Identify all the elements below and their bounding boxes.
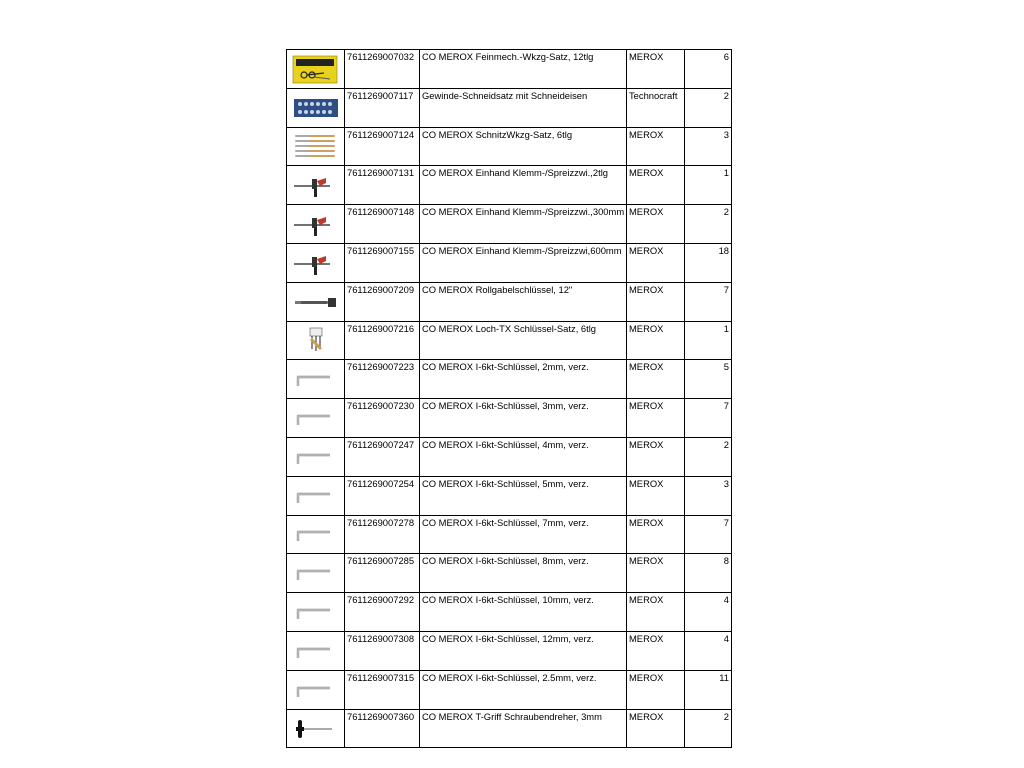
ean-cell: 7611269007308 — [345, 631, 420, 670]
precision-tool-set-icon — [290, 54, 342, 84]
description-cell: CO MEROX I-6kt-Schlüssel, 12mm, verz. — [420, 631, 627, 670]
description-cell: CO MEROX Einhand Klemm-/Spreizzwi.,300mm — [420, 205, 627, 244]
brand-cell: MEROX — [627, 243, 685, 282]
description-cell: CO MEROX Feinmech.-Wkzg-Satz, 12tlg — [420, 50, 627, 89]
brand-cell: MEROX — [627, 399, 685, 438]
table-row — [287, 127, 732, 166]
product-image-cell — [287, 437, 345, 476]
ean-cell: 7611269007216 — [345, 321, 420, 360]
description-cell: CO MEROX Einhand Klemm-/Spreizzwi.,2tlg — [420, 166, 627, 205]
quantity-cell: 4 — [685, 593, 732, 632]
brand-cell: MEROX — [627, 321, 685, 360]
quantity-cell: 1 — [685, 321, 732, 360]
quantity-cell: 1 — [685, 166, 732, 205]
table-row — [287, 321, 732, 360]
product-image-cell — [287, 205, 345, 244]
brand-cell: Technocraft — [627, 88, 685, 127]
ean-cell: 7611269007292 — [345, 593, 420, 632]
hex-key-icon — [290, 519, 342, 549]
table-row — [287, 476, 732, 515]
product-image-cell — [287, 127, 345, 166]
hex-key-icon — [290, 675, 342, 705]
table-row — [287, 243, 732, 282]
brand-cell: MEROX — [627, 670, 685, 709]
table-row — [287, 554, 732, 593]
hex-key-icon — [290, 403, 342, 433]
quantity-cell: 6 — [685, 50, 732, 89]
table-row — [287, 399, 732, 438]
adjustable-wrench-icon — [290, 287, 342, 317]
quantity-cell: 3 — [685, 476, 732, 515]
table-row — [287, 437, 732, 476]
table-row — [287, 166, 732, 205]
t-handle-screwdriver-icon — [290, 713, 342, 743]
ean-cell: 7611269007124 — [345, 127, 420, 166]
quantity-cell: 3 — [685, 127, 732, 166]
product-image-cell — [287, 360, 345, 399]
brand-cell: MEROX — [627, 554, 685, 593]
table-row — [287, 670, 732, 709]
inventory-table — [286, 49, 732, 748]
inventory-table-body — [287, 50, 732, 748]
quantity-cell: 7 — [685, 515, 732, 554]
brand-cell: MEROX — [627, 593, 685, 632]
product-image-cell — [287, 515, 345, 554]
table-row — [287, 88, 732, 127]
ean-cell: 7611269007131 — [345, 166, 420, 205]
hex-key-icon — [290, 636, 342, 666]
quantity-cell: 7 — [685, 399, 732, 438]
ean-cell: 7611269007117 — [345, 88, 420, 127]
table-row — [287, 50, 732, 89]
description-cell: CO MEROX SchnitzWkzg-Satz, 6tlg — [420, 127, 627, 166]
brand-cell: MEROX — [627, 437, 685, 476]
description-cell: CO MEROX I-6kt-Schlüssel, 5mm, verz. — [420, 476, 627, 515]
ean-cell: 7611269007230 — [345, 399, 420, 438]
ean-cell: 7611269007360 — [345, 709, 420, 748]
description-cell: CO MEROX I-6kt-Schlüssel, 10mm, verz. — [420, 593, 627, 632]
ean-cell: 7611269007209 — [345, 282, 420, 321]
quantity-cell: 18 — [685, 243, 732, 282]
product-image-cell — [287, 243, 345, 282]
ean-cell: 7611269007223 — [345, 360, 420, 399]
thread-cutting-set-icon — [290, 93, 342, 123]
table-row — [287, 631, 732, 670]
quantity-cell: 2 — [685, 88, 732, 127]
ean-cell: 7611269007247 — [345, 437, 420, 476]
description-cell: CO MEROX I-6kt-Schlüssel, 8mm, verz. — [420, 554, 627, 593]
ean-cell: 7611269007315 — [345, 670, 420, 709]
description-cell: CO MEROX I-6kt-Schlüssel, 2.5mm, verz. — [420, 670, 627, 709]
description-cell: CO MEROX Loch-TX Schlüssel-Satz, 6tlg — [420, 321, 627, 360]
description-cell: CO MEROX Einhand Klemm-/Spreizzwi,600mm — [420, 243, 627, 282]
ean-cell: 7611269007032 — [345, 50, 420, 89]
description-cell: CO MEROX T-Griff Schraubendreher, 3mm — [420, 709, 627, 748]
ean-cell: 7611269007155 — [345, 243, 420, 282]
description-cell: CO MEROX I-6kt-Schlüssel, 4mm, verz. — [420, 437, 627, 476]
brand-cell: MEROX — [627, 127, 685, 166]
quantity-cell: 7 — [685, 282, 732, 321]
inventory-sheet — [286, 49, 732, 748]
description-cell: Gewinde-Schneidsatz mit Schneideisen — [420, 88, 627, 127]
product-image-cell — [287, 399, 345, 438]
quantity-cell: 2 — [685, 709, 732, 748]
product-image-cell — [287, 709, 345, 748]
quantity-cell: 4 — [685, 631, 732, 670]
hex-key-icon — [290, 558, 342, 588]
quantity-cell: 2 — [685, 437, 732, 476]
product-image-cell — [287, 50, 345, 89]
ean-cell: 7611269007148 — [345, 205, 420, 244]
hex-key-icon — [290, 364, 342, 394]
quantity-cell: 5 — [685, 360, 732, 399]
product-image-cell — [287, 166, 345, 205]
hex-key-icon — [290, 597, 342, 627]
product-image-cell — [287, 88, 345, 127]
brand-cell: MEROX — [627, 709, 685, 748]
product-image-cell — [287, 670, 345, 709]
carving-tools-icon — [290, 131, 342, 161]
table-row — [287, 709, 732, 748]
quantity-cell: 8 — [685, 554, 732, 593]
clamp-icon — [290, 248, 342, 278]
brand-cell: MEROX — [627, 631, 685, 670]
ean-cell: 7611269007285 — [345, 554, 420, 593]
table-row — [287, 360, 732, 399]
brand-cell: MEROX — [627, 282, 685, 321]
torx-key-set-icon — [290, 325, 342, 355]
product-image-cell — [287, 593, 345, 632]
description-cell: CO MEROX I-6kt-Schlüssel, 3mm, verz. — [420, 399, 627, 438]
table-row — [287, 282, 732, 321]
product-image-cell — [287, 476, 345, 515]
quantity-cell: 11 — [685, 670, 732, 709]
product-image-cell — [287, 282, 345, 321]
hex-key-icon — [290, 442, 342, 472]
hex-key-icon — [290, 481, 342, 511]
product-image-cell — [287, 631, 345, 670]
description-cell: CO MEROX I-6kt-Schlüssel, 7mm, verz. — [420, 515, 627, 554]
ean-cell: 7611269007278 — [345, 515, 420, 554]
clamp-icon — [290, 209, 342, 239]
quantity-cell: 2 — [685, 205, 732, 244]
brand-cell: MEROX — [627, 476, 685, 515]
ean-cell: 7611269007254 — [345, 476, 420, 515]
table-row — [287, 593, 732, 632]
clamp-icon — [290, 170, 342, 200]
description-cell: CO MEROX I-6kt-Schlüssel, 2mm, verz. — [420, 360, 627, 399]
brand-cell: MEROX — [627, 50, 685, 89]
brand-cell: MEROX — [627, 205, 685, 244]
table-row — [287, 515, 732, 554]
brand-cell: MEROX — [627, 515, 685, 554]
product-image-cell — [287, 321, 345, 360]
product-image-cell — [287, 554, 345, 593]
description-cell: CO MEROX Rollgabelschlüssel, 12" — [420, 282, 627, 321]
brand-cell: MEROX — [627, 166, 685, 205]
brand-cell: MEROX — [627, 360, 685, 399]
table-row — [287, 205, 732, 244]
